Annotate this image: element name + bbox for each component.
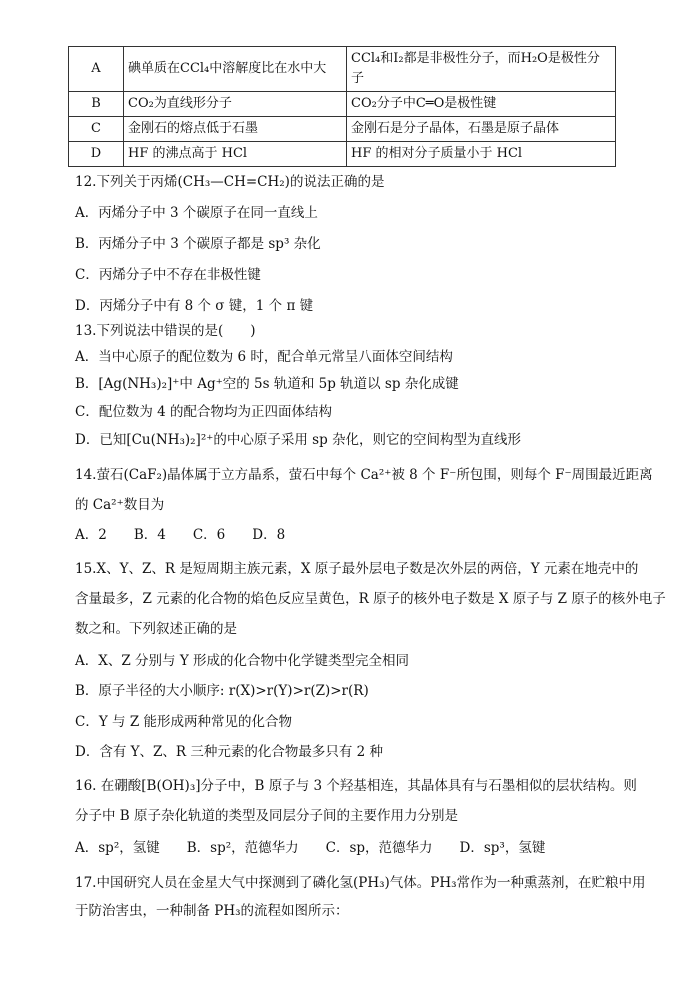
options-table bbox=[68, 46, 616, 167]
row-key: C bbox=[69, 117, 124, 142]
table-row bbox=[69, 142, 616, 167]
row-key: D bbox=[69, 142, 124, 167]
q17-stem-line1: 17.中国研究人员在金星大气中探测到了磷化氢(PH₃)气体。PH₃常作为一种熏蒸剂，在贮粮中用 bbox=[75, 875, 646, 891]
row-statement: 金刚石的熔点低于石墨 bbox=[124, 117, 347, 142]
row-statement: 碘单质在CCl₄中溶解度比在水中大 bbox=[124, 47, 347, 92]
q15-stem-line1: 15.X、Y、Z、R 是短周期主族元素，X 原子最外层电子数是次外层的两倍，Y 元素在地壳中的 bbox=[75, 561, 639, 577]
table-row bbox=[69, 117, 616, 142]
q15-option-c: C．Y 与 Z 能形成两种常见的化合物 bbox=[75, 714, 292, 730]
q15-option-a: A．X、Z 分别与 Y 形成的化合物中化学键类型完全相同 bbox=[75, 653, 410, 669]
q12-option-a: A．丙烯分子中 3 个碳原子在同一直线上 bbox=[75, 205, 318, 221]
q13-option-b: B．[Ag(NH₃)₂]⁺中 Ag⁺空的 5s 轨道和 5p 轨道以 sp 杂化成键 bbox=[75, 376, 459, 392]
q16-stem-line2: 分子中 B 原子杂化轨道的类型及同层分子间的主要作用力分别是 bbox=[75, 808, 459, 824]
q12-stem: 12.下列关于丙烯(CH₃—CH=CH₂)的说法正确的是 bbox=[75, 174, 385, 190]
q13-option-a: A．当中心原子的配位数为 6 时，配合单元常呈八面体空间结构 bbox=[75, 349, 453, 365]
q15-stem-line3: 数之和。下列叙述正确的是 bbox=[75, 621, 237, 637]
row-reason: CCl₄和I₂都是非极性分子，而H₂O是极性分子 bbox=[347, 47, 616, 92]
q12-option-b: B．丙烯分子中 3 个碳原子都是 sp³ 杂化 bbox=[75, 236, 321, 252]
table-row bbox=[69, 92, 616, 117]
row-statement: CO₂为直线形分子 bbox=[124, 92, 347, 117]
q15-option-d: D．含有 Y、Z、R 三种元素的化合物最多只有 2 种 bbox=[75, 744, 384, 760]
q15-option-b: B．原子半径的大小顺序: r(X)>r(Y)>r(Z)>r(R) bbox=[75, 683, 369, 699]
q15-stem-line2: 含量最多，Z 元素的化合物的焰色反应呈黄色，R 原子的核外电子数是 X 原子与 Z 原子的核外电子 bbox=[75, 591, 666, 607]
row-key: B bbox=[69, 92, 124, 117]
row-key: A bbox=[69, 47, 124, 92]
row-reason: HF 的相对分子质量小于 HCl bbox=[347, 142, 616, 167]
q17-stem-line2: 于防治害虫，一种制备 PH₃的流程如图所示： bbox=[75, 903, 349, 919]
q14-stem-line1: 14.萤石(CaF₂)晶体属于立方晶系，萤石中每个 Ca²⁺被 8 个 F⁻所包围，则每个 F⁻周围最近距离 bbox=[75, 467, 653, 483]
row-statement: HF 的沸点高于 HCl bbox=[124, 142, 347, 167]
q16-stem-line1: 16. 在硼酸[B(OH)₃]分子中，B 原子与 3 个羟基相连，其晶体具有与石墨相似的层状结构。则 bbox=[75, 778, 637, 794]
q13-option-c: C．配位数为 4 的配合物均为正四面体结构 bbox=[75, 404, 333, 420]
q14-options: A．2 B．4 C．6 D．8 bbox=[75, 527, 286, 543]
row-reason: CO₂分子中C═O是极性键 bbox=[347, 92, 616, 117]
q13-option-d: D．已知[Cu(NH₃)₂]²⁺的中心原子采用 sp 杂化，则它的空间构型为直线形 bbox=[75, 432, 522, 448]
q14-stem-line2: 的 Ca²⁺数目为 bbox=[75, 497, 165, 513]
table-row bbox=[69, 47, 616, 92]
row-reason: 金刚石是分子晶体，石墨是原子晶体 bbox=[347, 117, 616, 142]
q12-option-c: C．丙烯分子中不存在非极性键 bbox=[75, 267, 261, 283]
q16-options: A．sp²，氢键 B．sp²，范德华力 C．sp，范德华力 D．sp³，氢键 bbox=[75, 840, 546, 856]
q13-stem: 13.下列说法中错误的是( ) bbox=[75, 323, 256, 339]
q12-option-d: D．丙烯分子中有 8 个 σ 键，1 个 π 键 bbox=[75, 298, 314, 314]
